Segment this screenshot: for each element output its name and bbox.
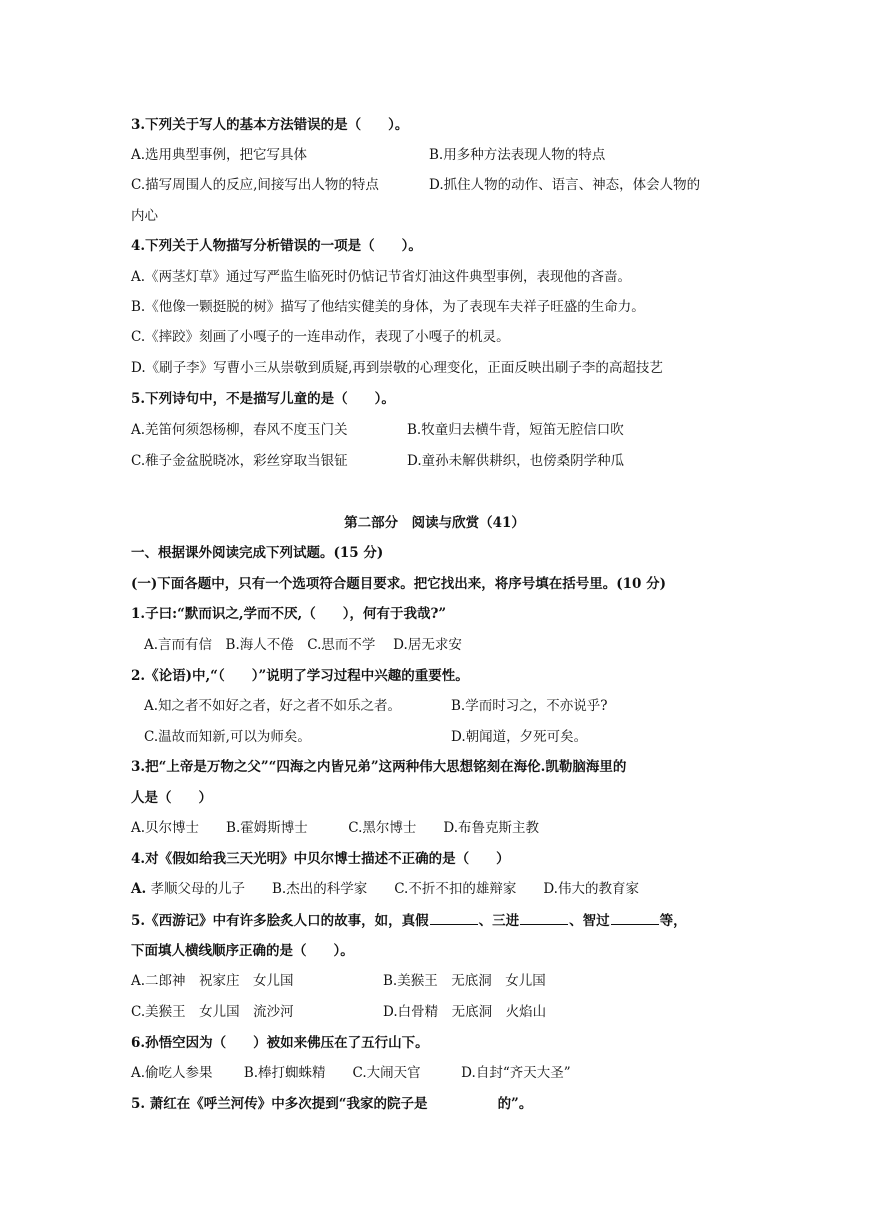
reading-question-2-option-b: B.学而时习之，不亦说乎? bbox=[451, 698, 608, 714]
question-3-stem: 3.下列关于写人的基本方法错误的是（ ）。 bbox=[131, 117, 409, 133]
reading-question-1-options: A.言而有信 B.海人不倦 C.思而不学 D.居无求安 bbox=[144, 637, 462, 653]
question-3-option-d: D.抓住人物的动作、语言、神态，体会人物的 bbox=[429, 177, 701, 193]
question-5-option-row-1 bbox=[131, 420, 751, 440]
reading-question-2-option-d: D.朝闻道，夕死可矣。 bbox=[451, 729, 588, 745]
question-5-option-a: A.羌笛何须怨杨柳，春风不度玉门关 bbox=[131, 422, 348, 438]
reading-question-4-option-a-letter: A. bbox=[131, 881, 147, 897]
question-5-option-row-2 bbox=[131, 451, 751, 471]
reading-question-6-options: A.偷吃人参果 B.棒打蜘蛛精 C.大闹天官 D.自封“齐天大圣” bbox=[131, 1065, 571, 1081]
reading-question-7-stem-part-1: 5. 萧红在《呼兰河传》中多次提到“我家的院子是 bbox=[131, 1096, 428, 1112]
reading-question-5-option-c: C.美猴王 女儿国 流沙河 bbox=[131, 1004, 294, 1020]
question-3-option-d-continued: 内心 bbox=[131, 208, 158, 224]
reading-question-4-options-row bbox=[131, 879, 751, 899]
reading-question-1-stem: 1.子曰:“默而识之,学而不厌,（ ），何有于我哉?” bbox=[131, 606, 447, 622]
reading-question-4-stem: 4.对《假如给我三天光明》中贝尔博士描述不正确的是（ ） bbox=[131, 851, 510, 867]
reading-question-5-stem-part-4: 等， bbox=[659, 913, 687, 929]
reading-question-3-stem-continued: 人是（ ） bbox=[131, 790, 212, 806]
question-4-option-d: D.《刷子李》写曹小三从崇敬到质疑,再到崇敬的心理变化，正面反映出刷子李的高超技艺 bbox=[131, 360, 663, 376]
question-5-option-d: D.童孙未解供耕织，也傍桑阴学种瓜 bbox=[407, 453, 625, 469]
reading-question-5-stem-part-3: 、智过 bbox=[569, 913, 610, 929]
reading-question-7-stem bbox=[131, 1094, 751, 1114]
subsection-1-instruction: (一)下面各题中，只有一个选项符合题目要求。把它找出来，将序号填在括号里。(10 分) bbox=[131, 576, 667, 592]
question-5-stem: 5.下列诗句中，不是描写儿童的是（ ）。 bbox=[131, 391, 395, 407]
reading-question-5-option-row-1 bbox=[131, 971, 751, 991]
reading-question-6-stem: 6.孙悟空因为（ ）被如来佛压在了五行山下。 bbox=[131, 1035, 429, 1051]
reading-question-5-stem-continued: 下面填人横线顺序正确的是（ ）。 bbox=[131, 943, 354, 959]
question-4-option-b: B.《他像一颗挺脱的树》描写了他结实健美的身体，为了表现车夫祥子旺盛的生命力。 bbox=[131, 299, 645, 315]
question-4-option-c: C.《摔跤》刻画了小嘎子的一连串动作，表现了小嘎子的机灵。 bbox=[131, 329, 510, 345]
reading-question-5-option-row-2 bbox=[131, 1002, 751, 1022]
reading-question-5-option-a: A.二郎神 祝家庄 女儿国 bbox=[131, 973, 294, 989]
reading-question-5-stem-part-2: 、三进 bbox=[478, 913, 520, 929]
reading-question-5-option-d: D.白骨精 无底洞 火焰山 bbox=[383, 1004, 547, 1020]
question-5-option-b: B.牧童归去横牛背，短笛无腔信口吹 bbox=[407, 422, 624, 438]
reading-question-2-option-c: C.温故而知新,可以为师矣。 bbox=[144, 729, 311, 745]
answer-blank-1[interactable] bbox=[430, 910, 478, 925]
reading-question-3-options: A.贝尔博士 B.霍姆斯博士 C.黑尔博士 D.布鲁克斯主教 bbox=[131, 820, 540, 836]
question-3-option-row-2 bbox=[131, 175, 751, 195]
reading-question-2-stem: 2.《论语)中,“（ ）”说明了学习过程中兴趣的重要性。 bbox=[131, 668, 469, 684]
reading-question-2-option-row-1 bbox=[144, 696, 764, 716]
question-5-option-c: C.稚子金盆脱晓冰，彩丝穿取当银钲 bbox=[131, 453, 348, 469]
question-3-option-row-1 bbox=[131, 145, 751, 165]
question-3-option-c: C.描写周围人的反应,间接写出人物的特点 bbox=[131, 177, 379, 193]
reading-question-5-stem-part-1: 5.《西游记》中有许多脍炙人口的故事，如，真假 bbox=[131, 913, 429, 929]
reading-question-4-options: 孝顺父母的儿子 B.杰出的科学家 C.不折不扣的雄辩家 D.伟大的教育家 bbox=[146, 881, 639, 897]
part-2-title: 第二部分 阅读与欣赏（41） bbox=[344, 515, 525, 531]
question-4-stem: 4.下列关于人物描写分析错误的一项是（ ）。 bbox=[131, 238, 422, 254]
question-3-option-a: A.选用典型事例，把它写具体 bbox=[131, 147, 308, 163]
reading-question-2-option-row-2 bbox=[144, 727, 764, 747]
reading-question-2-option-a: A.知之者不如好之者，好之者不如乐之者。 bbox=[144, 698, 402, 714]
reading-question-5-option-b: B.美猴王 无底洞 女儿国 bbox=[383, 973, 546, 989]
question-4-option-a: A.《两茎灯草》通过写严监生临死时仍惦记节省灯油这件典型事例，表现他的吝啬。 bbox=[131, 269, 632, 285]
reading-question-7-stem-part-2: 的”。 bbox=[497, 1096, 533, 1112]
question-3-option-b: B.用多种方法表现人物的特点 bbox=[429, 147, 606, 163]
answer-blank-3[interactable] bbox=[611, 910, 659, 925]
answer-blank-2[interactable] bbox=[520, 910, 568, 925]
reading-question-5-stem bbox=[131, 910, 751, 931]
section-1-heading: 一、根据课外阅读完成下列试题。(15 分) bbox=[131, 545, 384, 561]
reading-question-3-stem: 3.把“上帝是万物之父”“四海之内皆兄弟”这两种伟大思想铭刻在海伦.凯勒脑海里的 bbox=[131, 759, 627, 775]
